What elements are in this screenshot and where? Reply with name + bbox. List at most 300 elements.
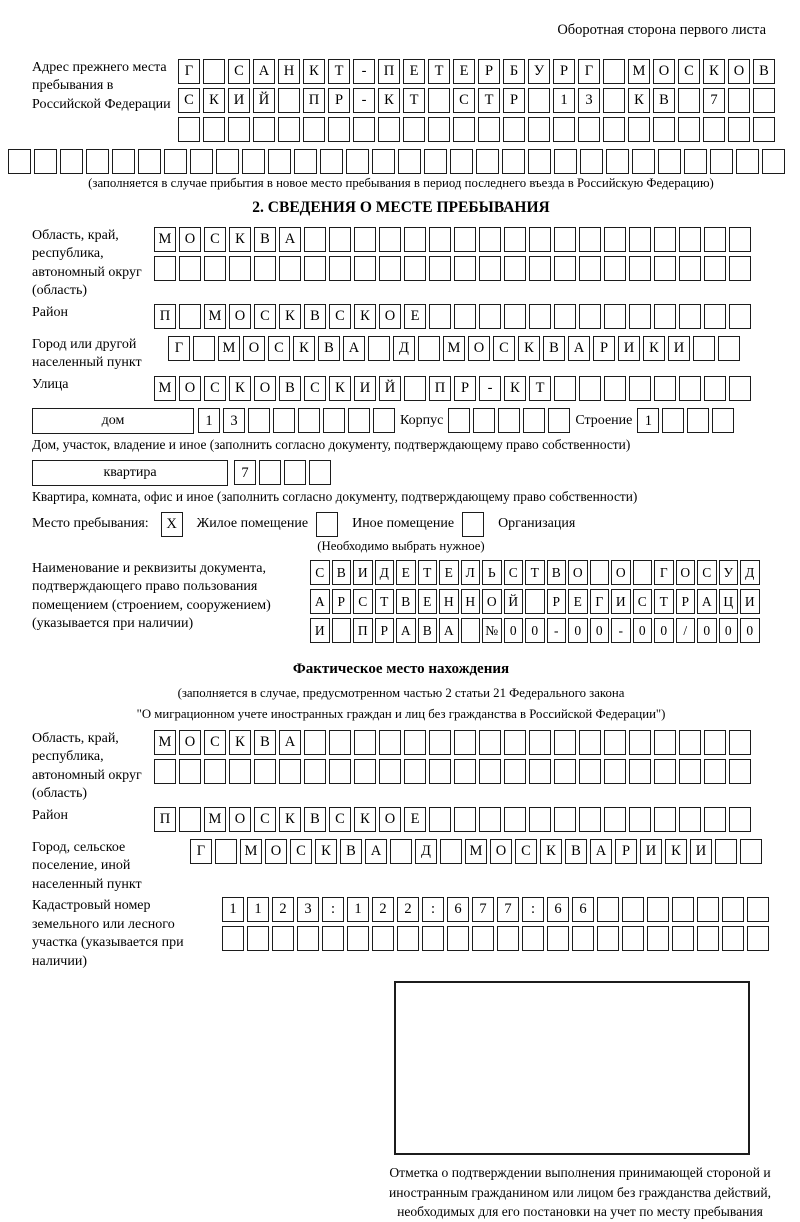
char-box[interactable]	[347, 926, 369, 951]
char-box[interactable]	[424, 149, 447, 174]
char-box[interactable]	[654, 376, 676, 401]
char-box[interactable]	[729, 304, 751, 329]
char-box[interactable]	[529, 256, 551, 281]
char-box[interactable]	[647, 926, 669, 951]
char-box[interactable]	[554, 256, 576, 281]
char-box[interactable]: Р	[454, 376, 476, 401]
char-box[interactable]: О	[179, 730, 201, 755]
char-box[interactable]: С	[268, 336, 290, 361]
char-box[interactable]	[504, 730, 526, 755]
char-box[interactable]	[229, 256, 251, 281]
char-box[interactable]: С	[304, 376, 326, 401]
char-box[interactable]	[523, 408, 545, 433]
char-box[interactable]: О	[229, 304, 251, 329]
char-box[interactable]	[679, 256, 701, 281]
char-box[interactable]: -	[353, 88, 375, 113]
char-box[interactable]: С	[254, 807, 276, 832]
char-box[interactable]	[684, 149, 707, 174]
char-box[interactable]: О	[468, 336, 490, 361]
char-box[interactable]	[703, 117, 725, 142]
char-box[interactable]: М	[154, 227, 176, 252]
char-box[interactable]: Р	[503, 88, 525, 113]
char-box[interactable]	[279, 256, 301, 281]
char-box[interactable]	[204, 256, 226, 281]
char-box[interactable]	[529, 227, 551, 252]
char-box[interactable]: 7	[703, 88, 725, 113]
char-box[interactable]	[579, 227, 601, 252]
char-box[interactable]	[154, 256, 176, 281]
char-box[interactable]	[604, 227, 626, 252]
char-box[interactable]	[704, 730, 726, 755]
char-box[interactable]	[229, 759, 251, 784]
char-box[interactable]	[672, 897, 694, 922]
char-box[interactable]: К	[703, 59, 725, 84]
char-box[interactable]	[704, 759, 726, 784]
char-box[interactable]	[178, 117, 200, 142]
char-box[interactable]: О	[676, 560, 696, 585]
char-box[interactable]: М	[240, 839, 262, 864]
char-box[interactable]: С	[310, 560, 330, 585]
char-box[interactable]	[454, 807, 476, 832]
char-box[interactable]	[604, 730, 626, 755]
char-box[interactable]	[304, 759, 326, 784]
char-box[interactable]	[440, 839, 462, 864]
char-box[interactable]	[597, 897, 619, 922]
char-box[interactable]: :	[522, 897, 544, 922]
char-box[interactable]	[747, 926, 769, 951]
char-box[interactable]: О	[728, 59, 750, 84]
char-box[interactable]	[398, 149, 421, 174]
char-box[interactable]: М	[154, 376, 176, 401]
char-box[interactable]	[368, 336, 390, 361]
char-box[interactable]	[268, 149, 291, 174]
char-box[interactable]: О	[611, 560, 631, 585]
char-box[interactable]	[429, 807, 451, 832]
char-box[interactable]: Д	[740, 560, 760, 585]
char-box[interactable]: К	[293, 336, 315, 361]
char-box[interactable]	[504, 807, 526, 832]
char-box[interactable]	[504, 304, 526, 329]
char-box[interactable]	[579, 376, 601, 401]
char-box[interactable]	[528, 149, 551, 174]
char-box[interactable]: 1	[222, 897, 244, 922]
char-box[interactable]: П	[154, 304, 176, 329]
char-box[interactable]	[429, 730, 451, 755]
char-box[interactable]	[404, 227, 426, 252]
char-box[interactable]	[372, 926, 394, 951]
char-box[interactable]	[679, 227, 701, 252]
char-box[interactable]: Н	[439, 589, 459, 614]
char-box[interactable]	[294, 149, 317, 174]
char-box[interactable]	[729, 227, 751, 252]
char-box[interactable]: В	[565, 839, 587, 864]
char-box[interactable]	[528, 88, 550, 113]
char-box[interactable]: О	[379, 304, 401, 329]
char-box[interactable]	[478, 117, 500, 142]
char-box[interactable]	[553, 117, 575, 142]
char-box[interactable]: Р	[328, 88, 350, 113]
checkbox-cell[interactable]: X	[161, 512, 183, 537]
char-box[interactable]	[204, 759, 226, 784]
char-box[interactable]	[604, 759, 626, 784]
char-box[interactable]: Т	[525, 560, 545, 585]
char-box[interactable]	[379, 256, 401, 281]
char-box[interactable]	[579, 730, 601, 755]
char-box[interactable]	[729, 807, 751, 832]
char-box[interactable]: С	[204, 227, 226, 252]
char-box[interactable]	[354, 730, 376, 755]
char-box[interactable]	[322, 926, 344, 951]
char-box[interactable]	[429, 227, 451, 252]
char-box[interactable]: К	[628, 88, 650, 113]
char-box[interactable]: А	[279, 227, 301, 252]
char-box[interactable]: В	[396, 589, 416, 614]
char-box[interactable]: -	[611, 618, 631, 643]
char-box[interactable]	[353, 117, 375, 142]
char-box[interactable]	[242, 149, 265, 174]
char-box[interactable]: 3	[578, 88, 600, 113]
char-box[interactable]	[454, 227, 476, 252]
char-box[interactable]: И	[668, 336, 690, 361]
char-box[interactable]	[193, 336, 215, 361]
char-box[interactable]	[579, 807, 601, 832]
char-box[interactable]: 2	[272, 897, 294, 922]
char-box[interactable]: Т	[418, 560, 438, 585]
char-box[interactable]	[740, 839, 762, 864]
char-box[interactable]	[379, 730, 401, 755]
char-box[interactable]	[448, 408, 470, 433]
char-box[interactable]: Е	[404, 807, 426, 832]
char-box[interactable]	[658, 149, 681, 174]
char-box[interactable]	[259, 460, 281, 485]
char-box[interactable]	[722, 926, 744, 951]
char-box[interactable]	[578, 117, 600, 142]
char-box[interactable]	[329, 730, 351, 755]
char-box[interactable]: О	[179, 227, 201, 252]
char-box[interactable]: 0	[719, 618, 739, 643]
char-box[interactable]	[479, 256, 501, 281]
flat-type-box[interactable]: квартира	[32, 460, 228, 486]
char-box[interactable]	[34, 149, 57, 174]
char-box[interactable]: О	[265, 839, 287, 864]
char-box[interactable]	[629, 759, 651, 784]
char-box[interactable]: К	[378, 88, 400, 113]
char-box[interactable]	[454, 730, 476, 755]
char-box[interactable]: А	[310, 589, 330, 614]
char-box[interactable]	[679, 730, 701, 755]
char-box[interactable]	[479, 730, 501, 755]
char-box[interactable]: П	[154, 807, 176, 832]
char-box[interactable]: 6	[547, 897, 569, 922]
char-box[interactable]: -	[547, 618, 567, 643]
char-box[interactable]	[328, 117, 350, 142]
char-box[interactable]	[279, 759, 301, 784]
char-box[interactable]	[712, 408, 734, 433]
char-box[interactable]	[528, 117, 550, 142]
char-box[interactable]: Ь	[482, 560, 502, 585]
char-box[interactable]: И	[354, 376, 376, 401]
char-box[interactable]: О	[568, 560, 588, 585]
char-box[interactable]: С	[228, 59, 250, 84]
char-box[interactable]: О	[490, 839, 512, 864]
char-box[interactable]	[479, 227, 501, 252]
char-box[interactable]	[215, 839, 237, 864]
char-box[interactable]: Б	[503, 59, 525, 84]
char-box[interactable]: К	[665, 839, 687, 864]
char-box[interactable]: В	[753, 59, 775, 84]
char-box[interactable]	[525, 589, 545, 614]
char-box[interactable]: К	[279, 807, 301, 832]
char-box[interactable]: О	[243, 336, 265, 361]
char-box[interactable]	[679, 304, 701, 329]
char-box[interactable]: Е	[404, 304, 426, 329]
char-box[interactable]	[504, 759, 526, 784]
char-box[interactable]	[503, 117, 525, 142]
char-box[interactable]: 1	[347, 897, 369, 922]
char-box[interactable]	[278, 117, 300, 142]
char-box[interactable]	[429, 759, 451, 784]
char-box[interactable]	[629, 376, 651, 401]
char-box[interactable]: К	[203, 88, 225, 113]
char-box[interactable]: А	[365, 839, 387, 864]
char-box[interactable]	[629, 227, 651, 252]
char-box[interactable]: Е	[403, 59, 425, 84]
char-box[interactable]: 0	[525, 618, 545, 643]
char-box[interactable]	[372, 149, 395, 174]
char-box[interactable]	[429, 304, 451, 329]
char-box[interactable]	[502, 149, 525, 174]
char-box[interactable]	[679, 376, 701, 401]
char-box[interactable]: И	[310, 618, 330, 643]
char-box[interactable]: А	[343, 336, 365, 361]
char-box[interactable]: В	[279, 376, 301, 401]
char-box[interactable]	[354, 256, 376, 281]
char-box[interactable]	[247, 926, 269, 951]
char-box[interactable]	[629, 807, 651, 832]
char-box[interactable]	[704, 376, 726, 401]
char-box[interactable]	[348, 408, 370, 433]
char-box[interactable]	[86, 149, 109, 174]
char-box[interactable]	[254, 256, 276, 281]
char-box[interactable]	[579, 304, 601, 329]
char-box[interactable]	[320, 149, 343, 174]
char-box[interactable]	[604, 256, 626, 281]
char-box[interactable]	[687, 408, 709, 433]
char-box[interactable]	[254, 759, 276, 784]
char-box[interactable]: Г	[654, 560, 674, 585]
char-box[interactable]: А	[439, 618, 459, 643]
char-box[interactable]	[403, 117, 425, 142]
char-box[interactable]: Е	[453, 59, 475, 84]
char-box[interactable]: В	[332, 560, 352, 585]
house-type-box[interactable]: дом	[32, 408, 194, 434]
char-box[interactable]: М	[218, 336, 240, 361]
char-box[interactable]	[378, 117, 400, 142]
char-box[interactable]: В	[543, 336, 565, 361]
char-box[interactable]	[606, 149, 629, 174]
char-box[interactable]	[476, 149, 499, 174]
char-box[interactable]: 6	[447, 897, 469, 922]
char-box[interactable]: Г	[590, 589, 610, 614]
char-box[interactable]: Л	[461, 560, 481, 585]
char-box[interactable]: Н	[461, 589, 481, 614]
char-box[interactable]: В	[304, 304, 326, 329]
char-box[interactable]	[679, 807, 701, 832]
char-box[interactable]	[632, 149, 655, 174]
char-box[interactable]	[704, 304, 726, 329]
char-box[interactable]	[622, 926, 644, 951]
char-box[interactable]: К	[518, 336, 540, 361]
char-box[interactable]: Ц	[719, 589, 739, 614]
char-box[interactable]: К	[643, 336, 665, 361]
char-box[interactable]	[603, 117, 625, 142]
char-box[interactable]	[629, 256, 651, 281]
char-box[interactable]: К	[354, 807, 376, 832]
char-box[interactable]: М	[204, 807, 226, 832]
char-box[interactable]	[461, 618, 481, 643]
char-box[interactable]: /	[676, 618, 696, 643]
char-box[interactable]	[404, 730, 426, 755]
char-box[interactable]: Н	[278, 59, 300, 84]
char-box[interactable]	[629, 304, 651, 329]
char-box[interactable]	[554, 149, 577, 174]
char-box[interactable]	[554, 304, 576, 329]
char-box[interactable]: С	[290, 839, 312, 864]
char-box[interactable]	[504, 227, 526, 252]
char-box[interactable]	[472, 926, 494, 951]
char-box[interactable]: А	[568, 336, 590, 361]
char-box[interactable]	[572, 926, 594, 951]
char-box[interactable]	[654, 256, 676, 281]
char-box[interactable]	[190, 149, 213, 174]
char-box[interactable]	[654, 227, 676, 252]
char-box[interactable]	[654, 730, 676, 755]
char-box[interactable]	[554, 759, 576, 784]
char-box[interactable]: :	[422, 897, 444, 922]
char-box[interactable]: 0	[740, 618, 760, 643]
char-box[interactable]	[329, 227, 351, 252]
char-box[interactable]	[654, 304, 676, 329]
char-box[interactable]	[379, 227, 401, 252]
char-box[interactable]	[704, 227, 726, 252]
char-box[interactable]: С	[633, 589, 653, 614]
char-box[interactable]: 1	[247, 897, 269, 922]
char-box[interactable]	[554, 807, 576, 832]
char-box[interactable]: Т	[529, 376, 551, 401]
char-box[interactable]: 0	[697, 618, 717, 643]
char-box[interactable]	[248, 408, 270, 433]
char-box[interactable]	[647, 897, 669, 922]
char-box[interactable]: 2	[397, 897, 419, 922]
char-box[interactable]	[579, 759, 601, 784]
char-box[interactable]	[693, 336, 715, 361]
char-box[interactable]	[653, 117, 675, 142]
char-box[interactable]: С	[329, 807, 351, 832]
char-box[interactable]	[332, 618, 352, 643]
char-box[interactable]	[164, 149, 187, 174]
char-box[interactable]: Д	[415, 839, 437, 864]
char-box[interactable]	[622, 897, 644, 922]
char-box[interactable]: С	[353, 589, 373, 614]
char-box[interactable]: -	[479, 376, 501, 401]
char-box[interactable]	[715, 839, 737, 864]
char-box[interactable]: 3	[297, 897, 319, 922]
char-box[interactable]	[222, 926, 244, 951]
char-box[interactable]: П	[353, 618, 373, 643]
char-box[interactable]	[597, 926, 619, 951]
char-box[interactable]	[473, 408, 495, 433]
char-box[interactable]	[718, 336, 740, 361]
char-box[interactable]	[454, 304, 476, 329]
char-box[interactable]	[397, 926, 419, 951]
char-box[interactable]	[603, 88, 625, 113]
char-box[interactable]: 7	[497, 897, 519, 922]
char-box[interactable]: С	[204, 376, 226, 401]
char-box[interactable]	[179, 807, 201, 832]
char-box[interactable]	[422, 926, 444, 951]
char-box[interactable]	[278, 88, 300, 113]
char-box[interactable]: В	[418, 618, 438, 643]
char-box[interactable]: С	[204, 730, 226, 755]
char-box[interactable]: К	[229, 227, 251, 252]
char-box[interactable]: Е	[439, 560, 459, 585]
char-box[interactable]	[179, 304, 201, 329]
char-box[interactable]	[323, 408, 345, 433]
char-box[interactable]	[522, 926, 544, 951]
char-box[interactable]: Т	[428, 59, 450, 84]
char-box[interactable]	[354, 759, 376, 784]
char-box[interactable]	[529, 807, 551, 832]
char-box[interactable]: Й	[504, 589, 524, 614]
char-box[interactable]	[753, 117, 775, 142]
char-box[interactable]: С	[697, 560, 717, 585]
char-box[interactable]: 6	[572, 897, 594, 922]
char-box[interactable]: Р	[375, 618, 395, 643]
char-box[interactable]	[603, 59, 625, 84]
char-box[interactable]	[203, 117, 225, 142]
char-box[interactable]	[704, 256, 726, 281]
char-box[interactable]: 7	[234, 460, 256, 485]
char-box[interactable]	[604, 376, 626, 401]
char-box[interactable]	[8, 149, 31, 174]
char-box[interactable]	[304, 256, 326, 281]
char-box[interactable]: И	[740, 589, 760, 614]
char-box[interactable]: Р	[332, 589, 352, 614]
char-box[interactable]: К	[329, 376, 351, 401]
char-box[interactable]: А	[253, 59, 275, 84]
char-box[interactable]: К	[504, 376, 526, 401]
char-box[interactable]: И	[611, 589, 631, 614]
char-box[interactable]	[404, 759, 426, 784]
char-box[interactable]	[662, 408, 684, 433]
char-box[interactable]: И	[353, 560, 373, 585]
char-box[interactable]	[379, 759, 401, 784]
char-box[interactable]: О	[379, 807, 401, 832]
char-box[interactable]: Т	[654, 589, 674, 614]
char-box[interactable]	[354, 227, 376, 252]
char-box[interactable]: Й	[253, 88, 275, 113]
char-box[interactable]	[678, 88, 700, 113]
char-box[interactable]: К	[279, 304, 301, 329]
char-box[interactable]	[298, 408, 320, 433]
char-box[interactable]: В	[653, 88, 675, 113]
char-box[interactable]	[529, 759, 551, 784]
char-box[interactable]: А	[396, 618, 416, 643]
char-box[interactable]	[228, 117, 250, 142]
char-box[interactable]: Е	[568, 589, 588, 614]
char-box[interactable]	[678, 117, 700, 142]
char-box[interactable]: В	[547, 560, 567, 585]
